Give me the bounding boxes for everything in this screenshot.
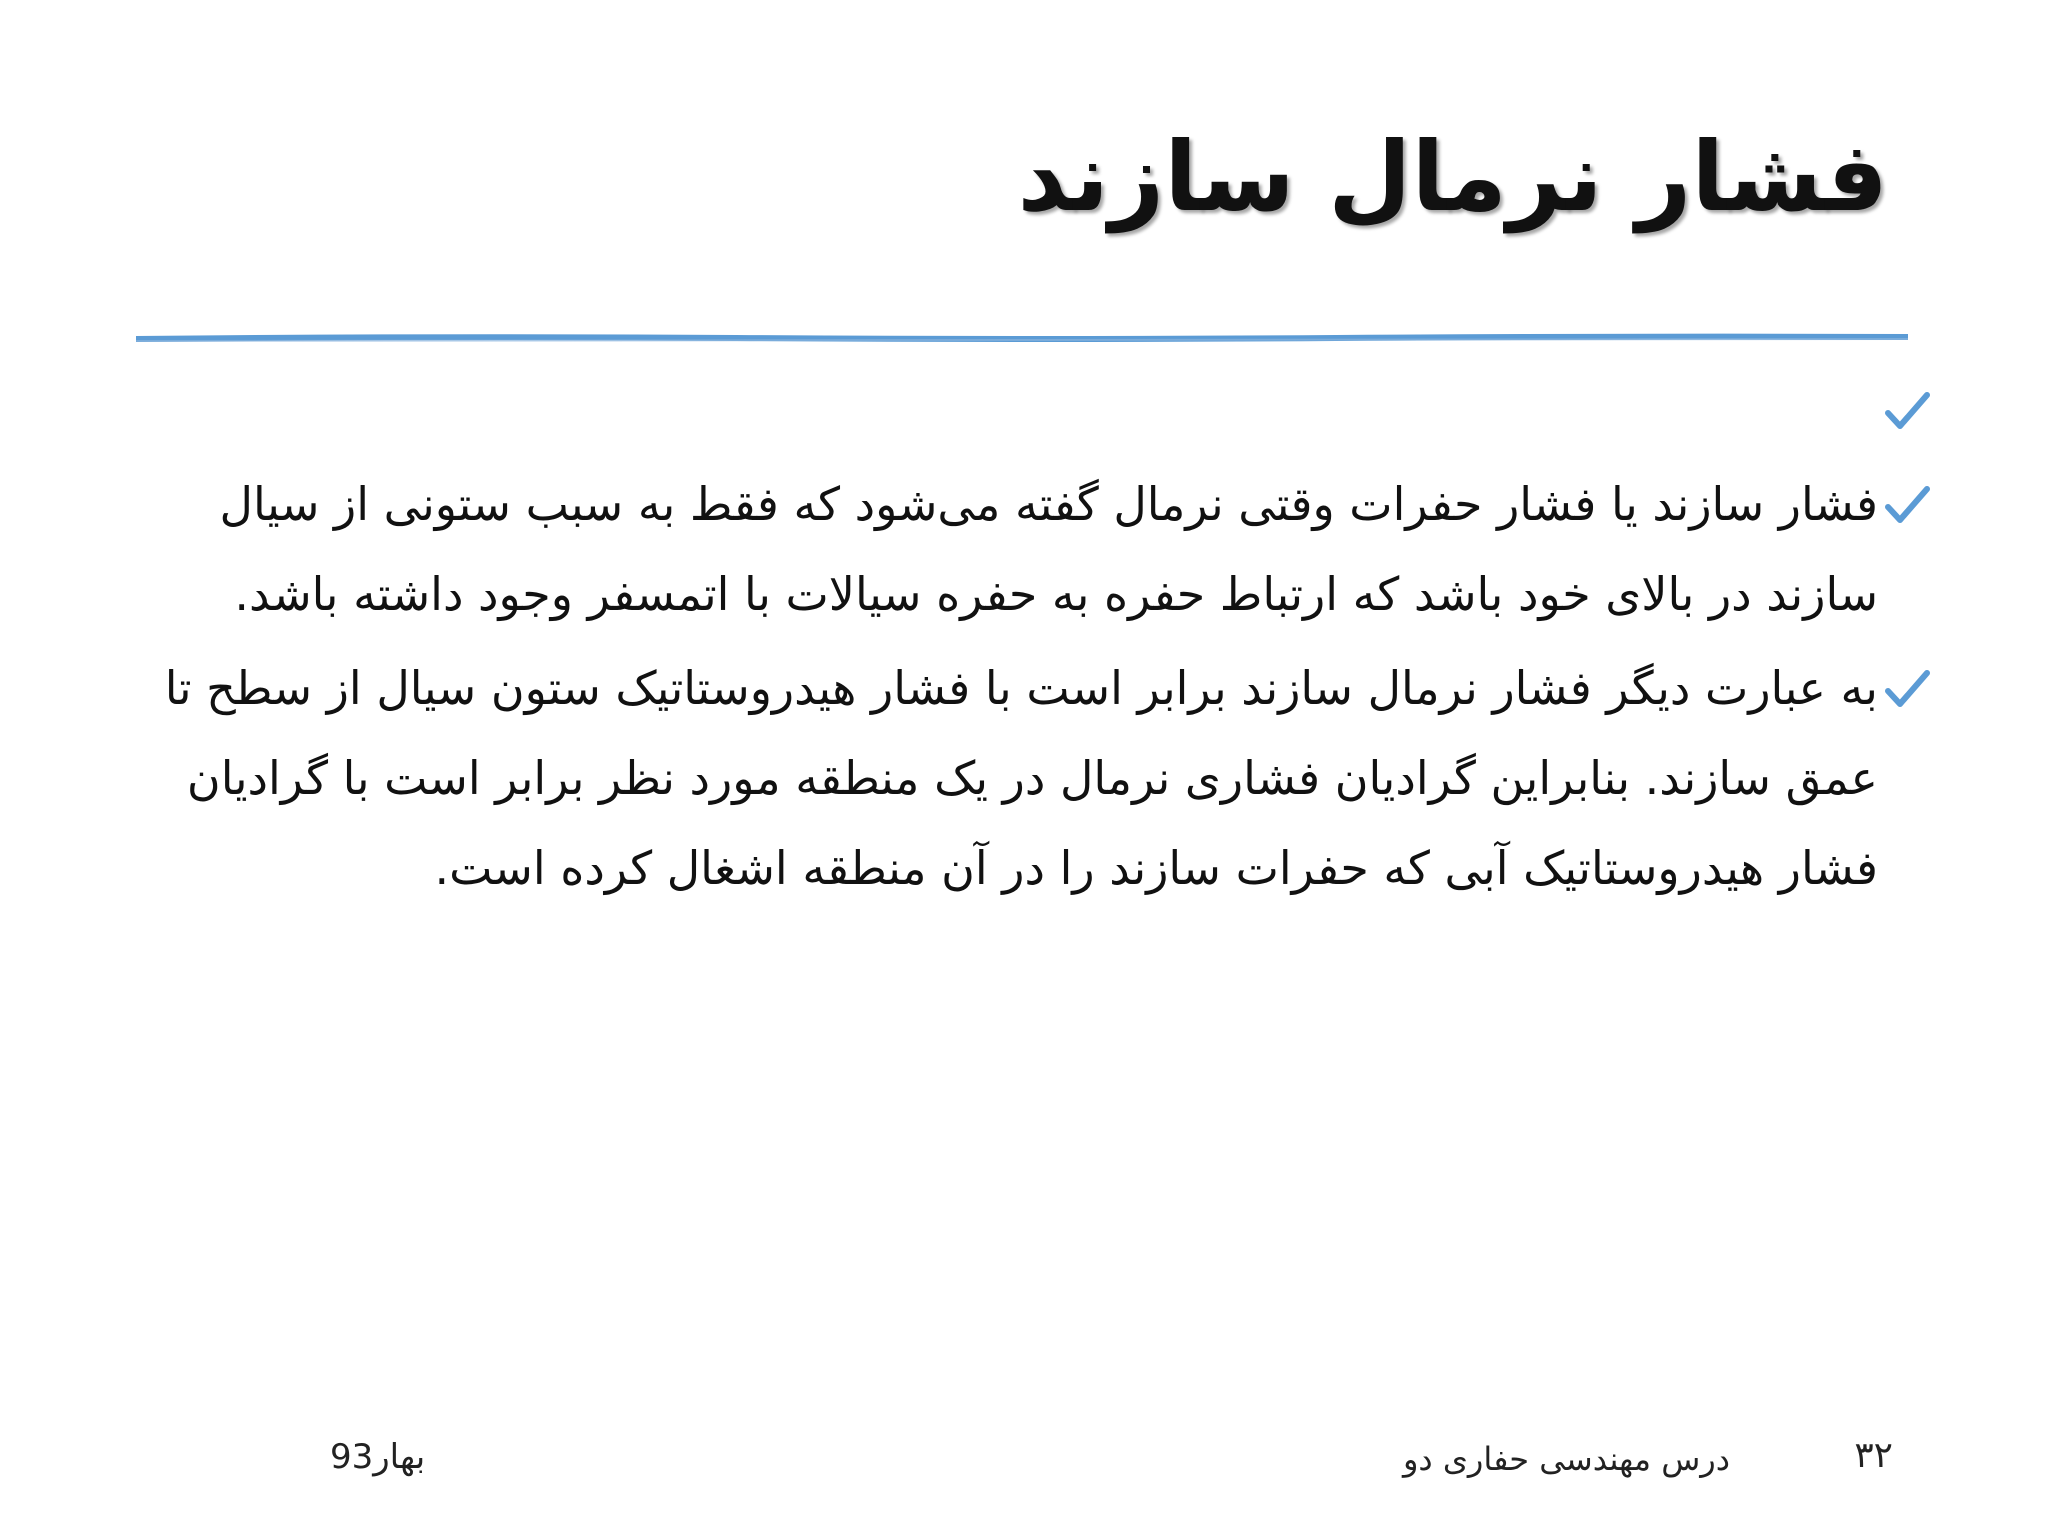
check-icon — [1884, 391, 1930, 431]
bullet-text: فشار سازند یا فشار حفرات وقتی نرمال گفته می‌شود که فقط به سبب ستونی از سیال سازند در بالای خود باشد که ارتباط حفره به حفره سیالات با اتمسفر وجود داشته باشد. — [219, 477, 1878, 621]
bullet-item — [155, 459, 1930, 639]
check-icon — [1884, 485, 1930, 525]
bullet-item — [155, 643, 1930, 913]
page-number: ۳۲ — [1854, 1435, 1893, 1476]
semester-date: بهار93 — [330, 1437, 426, 1477]
slide-title: فشار نرمال سازند — [1017, 121, 1888, 233]
title-divider — [136, 332, 1908, 346]
bullet-item — [155, 365, 1930, 455]
slide-body — [155, 365, 1930, 913]
bullet-text: به عبارت دیگر فشار نرمال سازند برابر است با فشار هیدروستاتیک ستون سیال از سطح تا عمق سازند. بنابراین گرادیان فشاری نرمال در یک منطقه مورد نظر برابر است با گرادیان فشار هیدروستاتیک آبی که حفرات سازند را در آن منطقه اشغال کرده است. — [164, 661, 1878, 895]
check-icon — [1884, 669, 1930, 709]
course-name: درس مهندسی حفاری دو — [1402, 1440, 1730, 1478]
